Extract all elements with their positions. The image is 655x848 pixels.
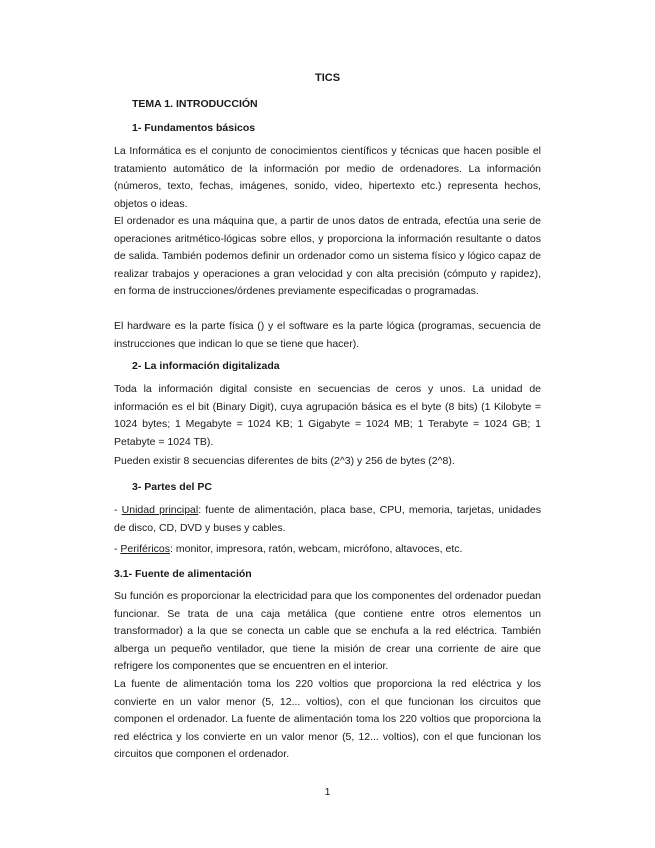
unidad-principal-text: : fuente de alimentación, placa base, CPU, memoria, tarjetas, unidades de disco, CD, DVD y buses y cables. (114, 504, 541, 534)
chapter-heading: TEMA 1. INTRODUCCIÓN (132, 98, 258, 110)
perifericos-text: : monitor, impresora, ratón, webcam, micrófono, altavoces, etc. (170, 543, 463, 555)
paragraph-perifericos (114, 541, 541, 559)
bullet-dash: - (114, 504, 122, 516)
paragraph-informacion-digital: Toda la información digital consiste en secuencias de ceros y unos. La unidad de información es el bit (Binary Digit), cuya agrupación básica es el byte (8 bits) (1 Kilobyte = 1024 bytes; 1 Megabyte = 1024 KB; 1 Gigabyte = 1024 MB; 1 Terabyte = 1024 GB; 1 Petabyte = 1024 TB). (114, 383, 541, 448)
paragraph-fuente-voltios: La fuente de alimentación toma los 220 voltios que proporciona la red eléctrica y los convierte en un valor menor (5, 12... voltios), con el que funcionan los circuitos que componen el ordenador. La fuente de alimentación toma los 220 voltios que proporciona la red eléctrica y los convierte en un valor menor (5, 12... voltios), con el que funcionan los circuitos que componen el ordenador. (114, 678, 541, 760)
paragraph-unidad-principal (114, 502, 541, 537)
section-heading-2: 2- La información digitalizada (132, 360, 280, 372)
subsection-heading-3-1: 3.1- Fuente de alimentación (114, 568, 252, 580)
paragraph-informatica: La Informática es el conjunto de conocimientos científicos y técnicas que hacen posible el tratamiento automático de la información por medio de ordenadores. La información (números, texto, fechas, imágenes, sonido, video, hipertexto etc.) representa hechos, objetos o ideas. (114, 145, 541, 210)
section-heading-1: 1- Fundamentos básicos (132, 122, 256, 134)
term-unidad-principal: Unidad principal (121, 504, 199, 516)
section-heading-3: 3- Partes del PC (132, 481, 212, 493)
term-perifericos: Periféricos (120, 543, 171, 555)
bullet-dash: - (114, 543, 121, 555)
page-number: 1 (324, 786, 331, 798)
paragraph-ordenador: El ordenador es una máquina que, a partir de unos datos de entrada, efectúa una serie de operaciones aritmético-lógicas sobre ellos, y proporciona la información resultante o datos de salida. También podemos definir un ordenador como un sistema físico y lógico capaz de realizar trabajos y operaciones a gran velocidad y con alta precisión (cómputo y rapidez), en forma de instrucciones/órdenes previamente especificadas o programadas. (114, 215, 541, 297)
paragraph-hardware-software: El hardware es la parte física () y el software es la parte lógica (programas, secuencia de instrucciones que indican lo que se tiene que hacer). (114, 320, 541, 350)
paragraph-fuente-funcion: Su función es proporcionar la electricidad para que los componentes del ordenador puedan funcionar. Se trata de una caja metálica (que contiene entre otros elementos un transformador) a la que se conecta un cable que se enchufa a la red eléctrica. También alberga un pequeño ventilador, que tiene la misión de crear una corriente de aire que refrigere los componentes que se encuentren en el interior. (114, 590, 541, 672)
document-title: TICS (314, 72, 341, 84)
paragraph-secuencias: Pueden existir 8 secuencias diferentes de bits (2^3) y 256 de bytes (2^8). (114, 455, 455, 467)
